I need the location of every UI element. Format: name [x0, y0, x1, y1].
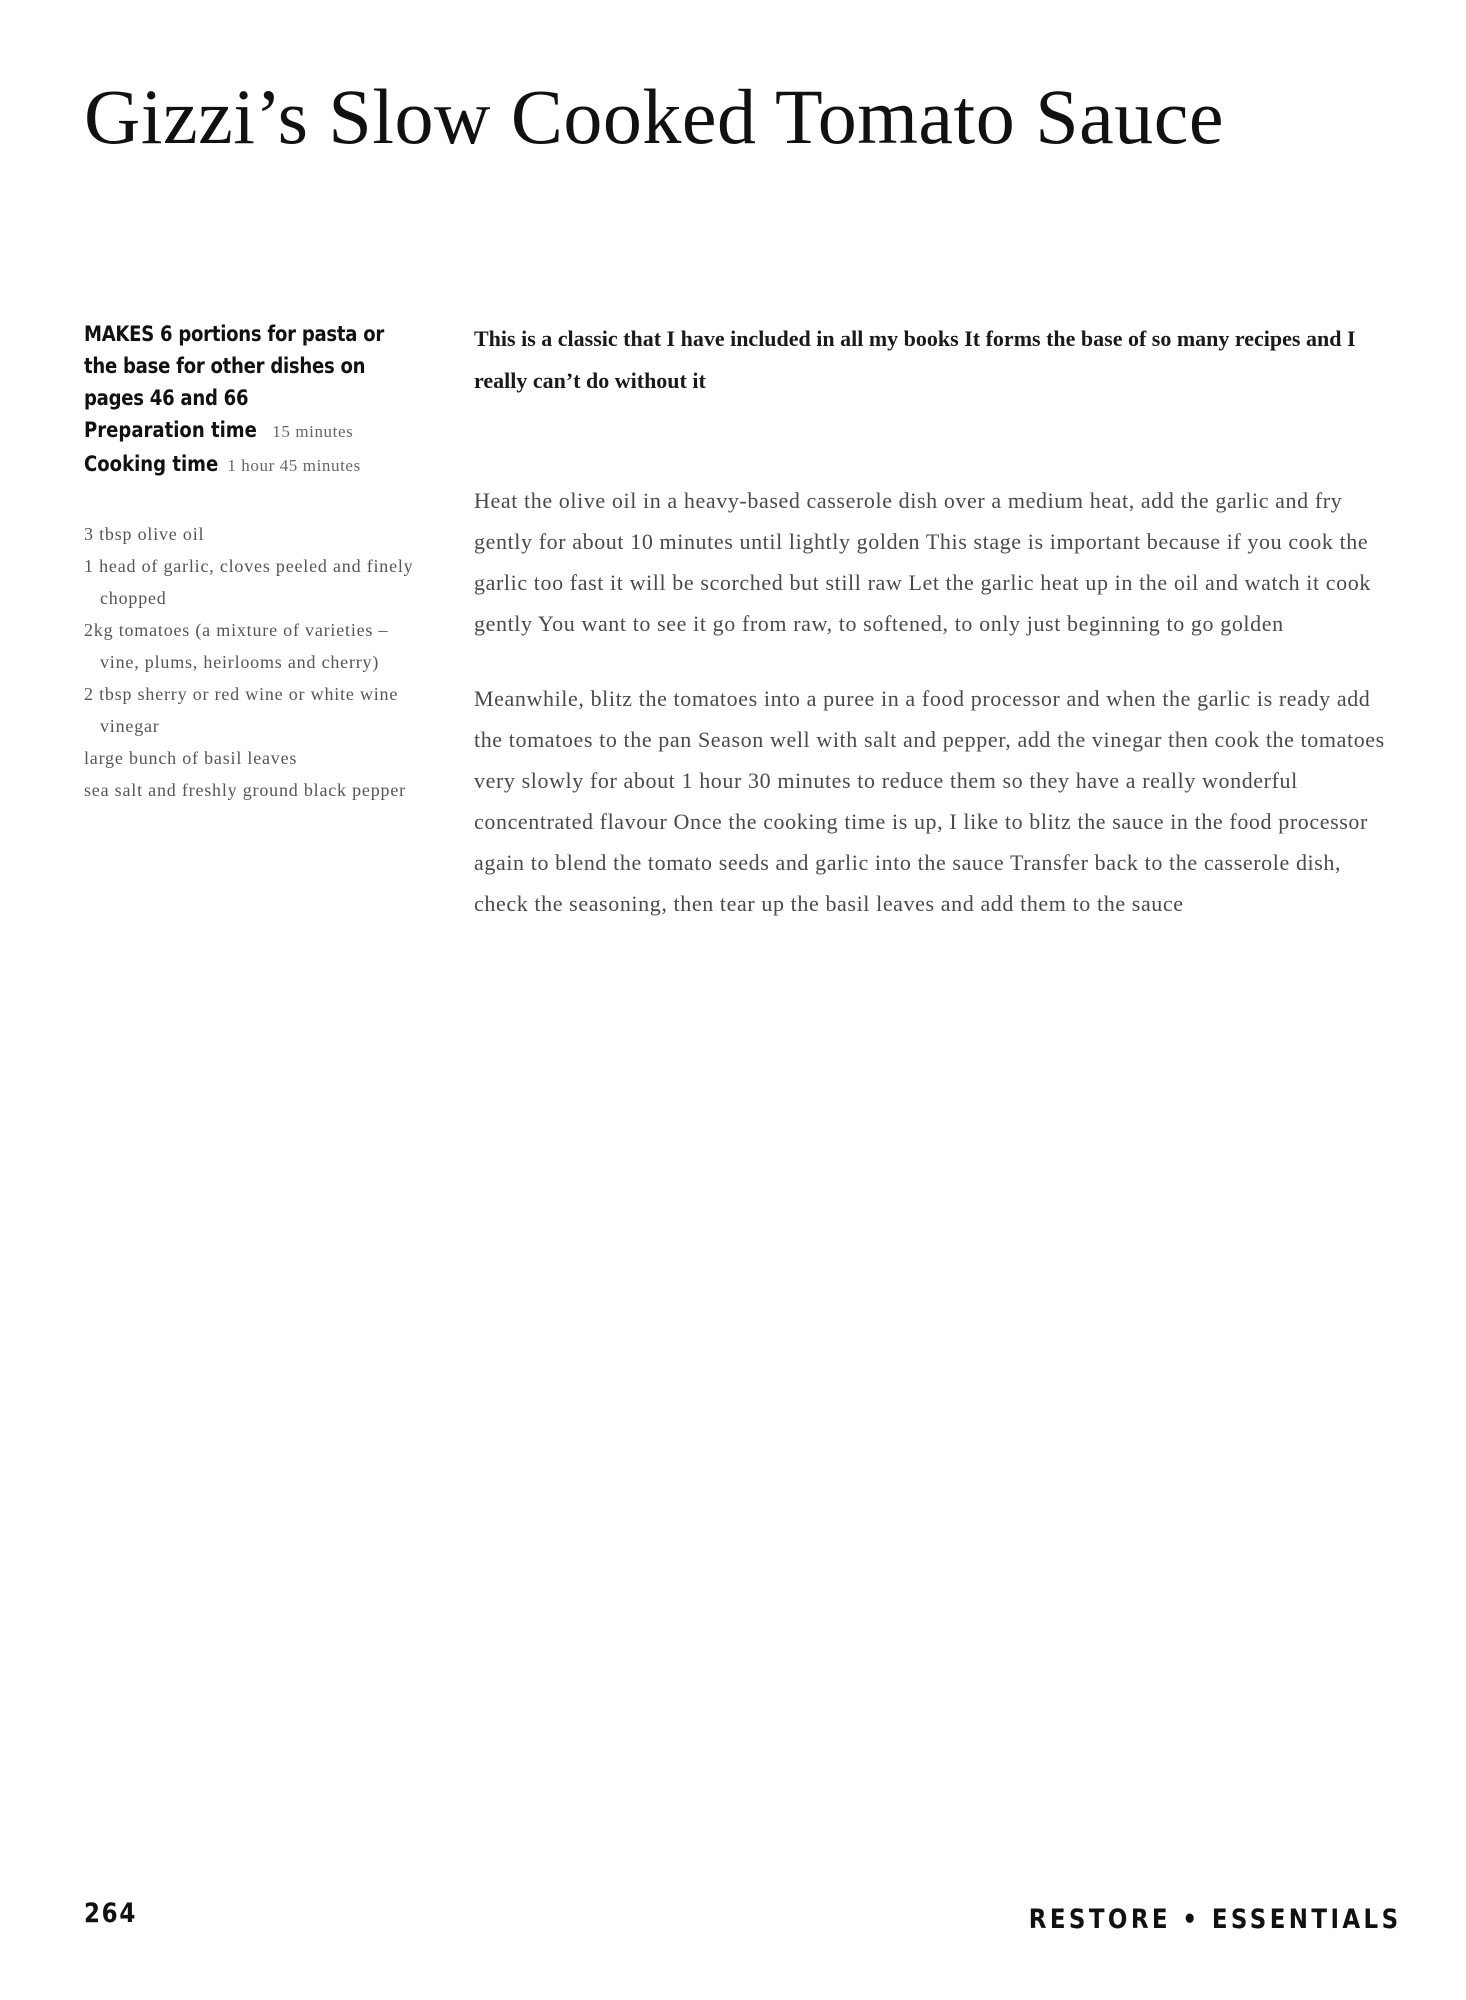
- method-paragraph: Meanwhile, blitz the tomatoes into a puree in a food processor and when the garlic is ready add the tomatoes to the pan Season well with salt and pepper, add the vinegar then cook the tomatoes very slowly for about 1 hour 30 minutes to reduce them so they have a really wonderful concentrated flavour Once the cooking time is up, I like to blitz the sauce in the food processor again to blend the tomato seeds and garlic into the sauce Transfer back to the casserole dish, check the seasoning, then tear up the basil leaves and add them to the sauce: [474, 686, 1385, 916]
- cook-time-row: [84, 448, 414, 482]
- ingredient-item: 1 head of garlic, cloves peeled and finely chopped: [84, 556, 414, 608]
- recipe-method: [474, 318, 1394, 924]
- cook-time-value: 1 hour 45 minutes: [227, 456, 361, 475]
- ingredient-item: large bunch of basil leaves: [84, 748, 298, 768]
- method-paragraph: Heat the olive oil in a heavy-based casserole dish over a medium heat, add the garlic and fry gently for about 10 minutes until lightly golden This stage is important because if you cook the garlic too fast it will be scorched but still raw Let the garlic heat up in the oil and watch it cook gently You want to see it go from raw, to softened, to only just beginning to go golden: [474, 488, 1371, 636]
- ingredient-item: 2kg tomatoes (a mixture of varieties – vine, plums, heirlooms and cherry): [84, 620, 389, 672]
- servings-info: MAKES 6 portions for pasta or the base for other dishes on pages 46 and 66: [84, 322, 385, 410]
- prep-time-label: Preparation time: [84, 418, 257, 442]
- prep-time-value: 15 minutes: [272, 422, 354, 441]
- ingredient-item: sea salt and freshly ground black pepper: [84, 780, 406, 800]
- section-label: RESTORE • ESSENTIALS: [1029, 1904, 1402, 1935]
- recipe-intro: This is a classic that I have included in all my books It forms the base of so many recipes and I really can’t do without it: [474, 326, 1356, 393]
- cook-time-label: Cooking time: [84, 452, 219, 476]
- ingredient-list: [84, 518, 414, 806]
- prep-time-row: [84, 414, 414, 448]
- page-number: 264: [84, 1898, 138, 1929]
- ingredient-item: 2 tbsp sherry or red wine or white wine vinegar: [84, 684, 399, 736]
- recipe-sidebar: [84, 318, 414, 806]
- ingredient-item: 3 tbsp olive oil: [84, 524, 205, 544]
- recipe-title: Gizzi’s Slow Cooked Tomato Sauce: [84, 73, 1224, 160]
